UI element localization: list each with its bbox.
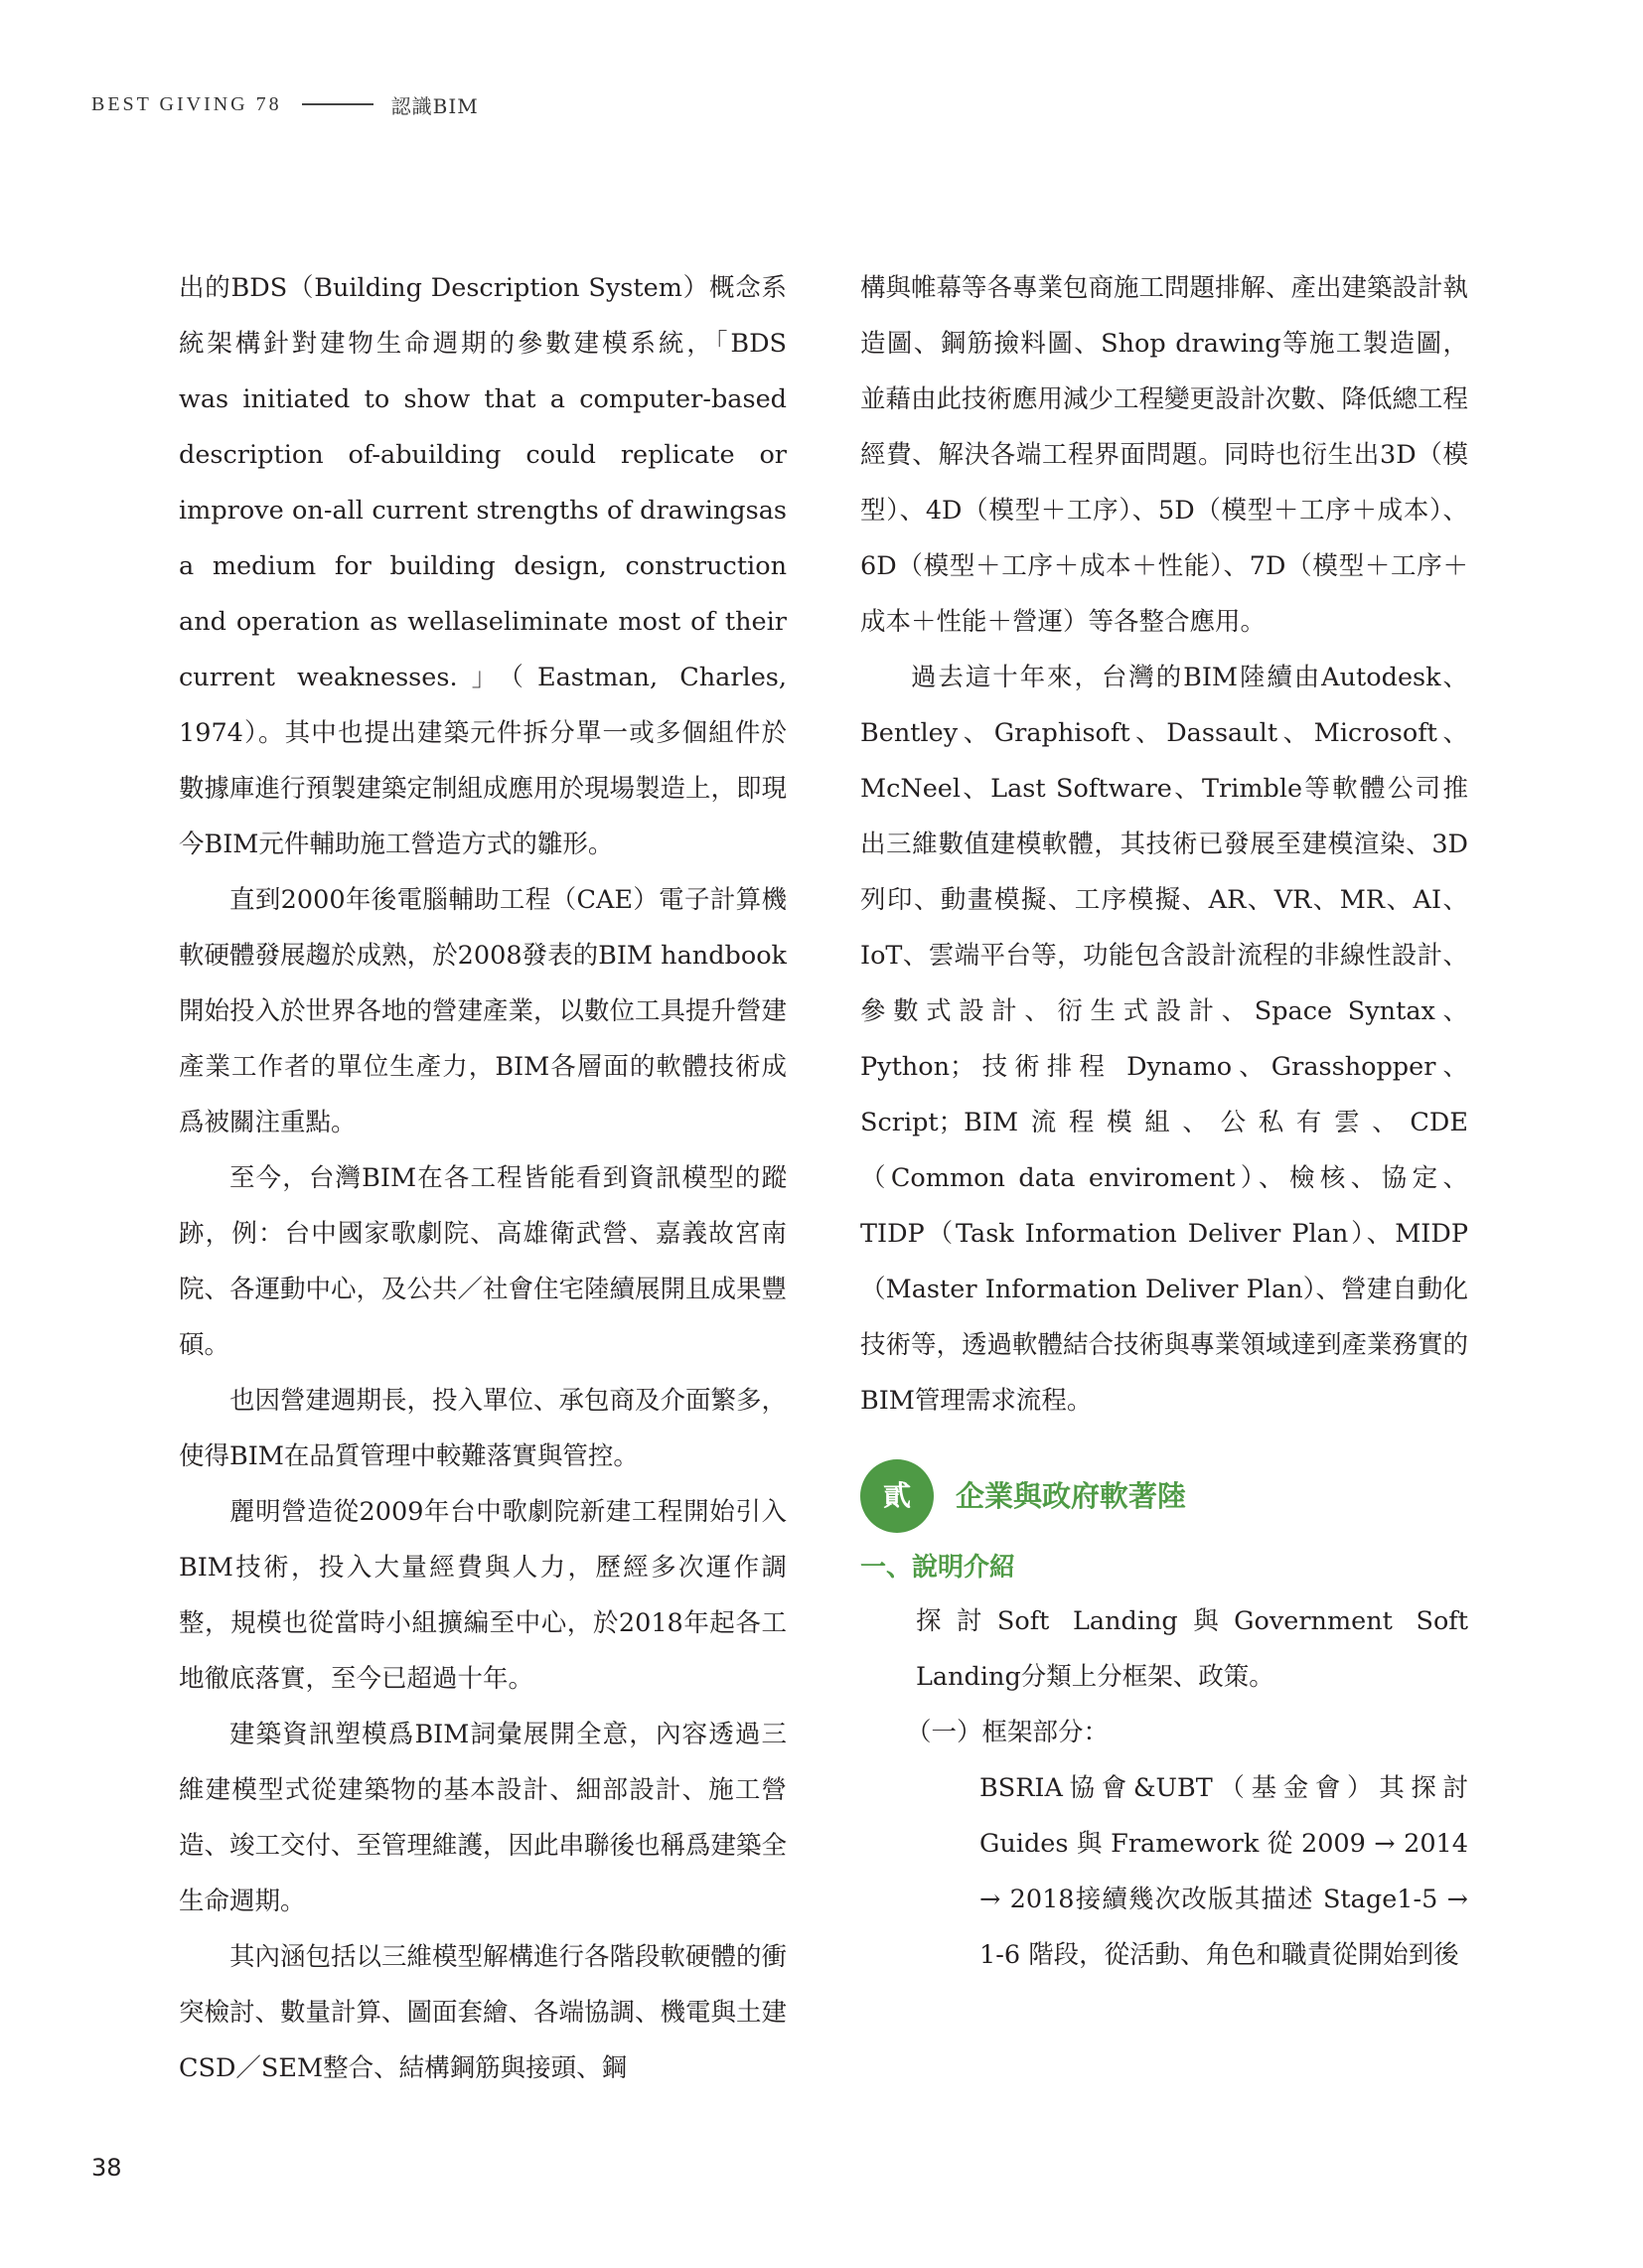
section-number-badge: 貳 (860, 1459, 934, 1533)
body-paragraph: 構與帷幕等各專業包商施工問題排解、產出建築設計執造圖、鋼筋撿料圖、Shop drawing等施工製造圖，並藉由此技術應用減少工程變更設計次數、降低總工程經費、解決各端工程界面問題。同時也衍生出3D（模型）、4D（模型＋工序）、5D（模型＋工序＋成本）、6D（模型＋工序＋成本＋性能）、7D（模型＋工序＋成本＋性能＋營運）等各整合應用。 (860, 273, 1469, 637)
body-paragraph: 至今，台灣BIM在各工程皆能看到資訊模型的蹤跡，例：台中國家歌劇院、高雄衛武營、嘉義故宮南院、各運動中心，及公共／社會住宅陸續展開且成果豐碩。 (179, 1163, 788, 1360)
body-paragraph: 其內涵包括以三維模型解構進行各階段軟硬體的衝突檢討、數量計算、圖面套繪、各端協調、機電與土建CSD／SEM整合、結構鋼筋與接頭、鋼 (179, 1942, 788, 2083)
publication-name: BEST GIVING 78 (91, 92, 282, 115)
body-paragraph: 麗明營造從2009年台中歌劇院新建工程開始引入BIM技術，投入大量經費與人力，歷經多次運作調整，規模也從當時小組擴編至中心，於2018年起各工地徹底落實，至今已超過十年。 (179, 1497, 787, 1694)
intro-paragraph: 探討Soft Landing與Government Soft Landing分類上分框架、政策。 (916, 1606, 1468, 1692)
body-paragraph: 也因營建週期長，投入單位、承包商及介面繁多，使得BIM在品質管理中較難落實與管控。 (179, 1386, 788, 1471)
body-paragraph: 過去這十年來，台灣的BIM陸續由Autodesk、Bentley、Graphisoft、Dassault、Microsoft、McNeel、Last Software、Trimble等軟體公司推出三維數值建模軟體，其技術已發展至建模渲染、3D列印、動畫模擬、工序模擬、AR、VR、MR、AI、IoT、雲端平台等，功能包含設計流程的非線性設計、參數式設計、衍生式設計、Space Syntax、Python；技術排程 Dynamo、Grasshopper、Script；BIM流程模組、公私有雲、CDE（Common data enviroment）、檢核、協定、TIDP（Task Information Deliver Plan）、MIDP（Master Information Deliver Plan）、營建自動化技術等，透過軟體結合技術與專業領域達到產業務實的BIM管理需求流程。 (860, 663, 1469, 1416)
page-number: 38 (91, 2154, 122, 2182)
body-paragraph: 建築資訊塑模爲BIM詞彙展開全意，內容透過三維建模型式從建築物的基本設計、細部設計、施工營造、竣工交付、至管理維護，因此串聯後也稱爲建築全生命週期。 (179, 1720, 788, 1916)
header-rule (302, 103, 373, 105)
section-name: 認識BIM (390, 93, 479, 118)
item-heading: （一）框架部分： (906, 1718, 1110, 1747)
section-heading (860, 1454, 1468, 1538)
left-column (179, 260, 787, 2096)
section-title: 企業與政府軟著陸 (956, 1479, 1187, 1513)
right-column (860, 260, 1468, 1983)
item-body: BSRIA協會&UBT（基金會）其探討Guides 與 Framework 從 2009 → 2014 → 2018接續幾次改版其描述 Stage1-5 → 1-6 階段，從活動、角色和職責從開始到後 (979, 1773, 1468, 1970)
body-paragraph: 直到2000年後電腦輔助工程（CAE）電子計算機軟硬體發展趨於成熟，於2008發表的BIM handbook開始投入於世界各地的營建產業，以數位工具提升營建產業工作者的單位生產力，BIM各層面的軟體技術成爲被關注重點。 (179, 885, 788, 1137)
running-header (91, 89, 479, 119)
body-paragraph: 出的BDS（Building Description System）概念系統架構針對建物生命週期的參數建模系統，「BDS was initiated to show that a computer-based description of-abuilding could replicate or improve on-all current strengths of drawingsas a medium for building design, construction and operation as wellaseliminate most of their current weaknesses.」（Eastman, Charles, 1974）。其中也提出建築元件拆分單一或多個組件於數據庫進行預製建築定制組成應用於現場製造上，即現今BIM元件輔助施工營造方式的雛形。 (179, 273, 788, 859)
subsection-title: 一、說明介紹 (860, 1553, 1016, 1583)
